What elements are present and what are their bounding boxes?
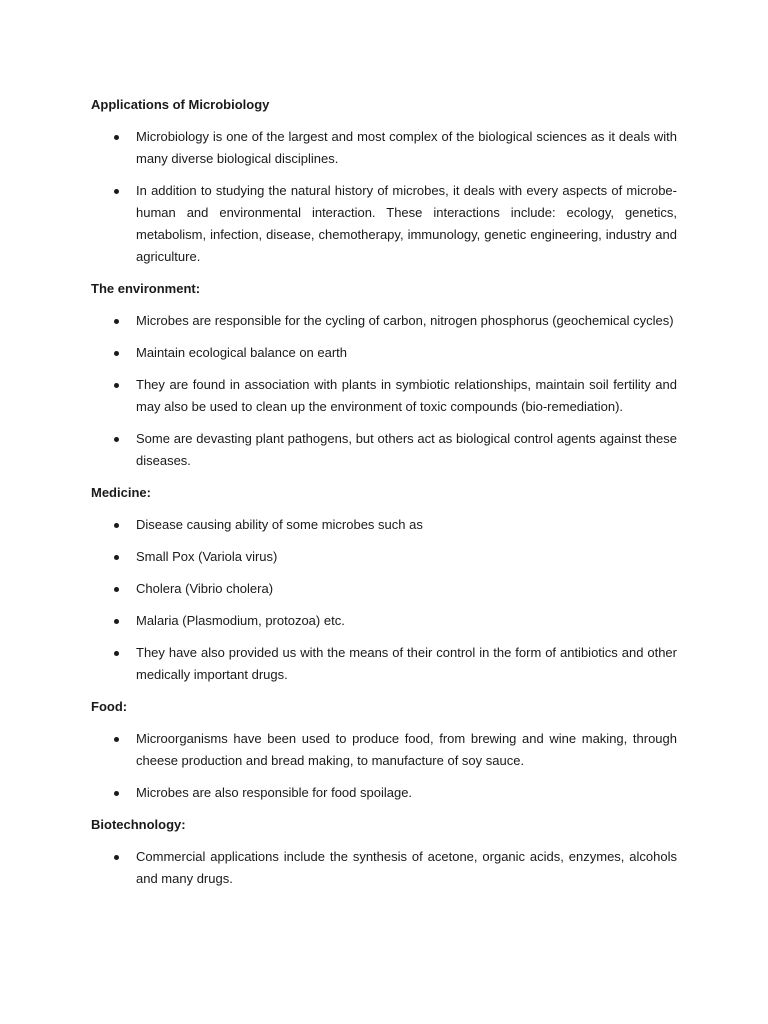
list-item bbox=[91, 310, 677, 332]
bullet-icon bbox=[114, 555, 119, 560]
list-item bbox=[91, 846, 677, 890]
bullet-icon bbox=[114, 651, 119, 656]
list-item-text: They have also provided us with the means of their control in the form of antibiotics and other medically important drugs. bbox=[136, 645, 677, 682]
list-item bbox=[91, 546, 677, 568]
list-item-text: Malaria (Plasmodium, protozoa) etc. bbox=[136, 613, 345, 628]
section-heading-biotechnology: Biotechnology: bbox=[91, 817, 186, 832]
bullet-icon bbox=[114, 791, 119, 796]
list-item bbox=[91, 342, 677, 364]
list-item bbox=[91, 728, 677, 772]
list-item bbox=[91, 126, 677, 170]
biotechnology-list bbox=[91, 846, 677, 890]
list-item-text: Maintain ecological balance on earth bbox=[136, 345, 348, 360]
list-item-text: Microbes are responsible for the cycling of carbon, nitrogen phosphorus (geochemical cycles) bbox=[136, 313, 674, 328]
list-item-text: Microbiology is one of the largest and most complex of the biological sciences as it deals with many diverse biological disciplines. bbox=[136, 129, 677, 166]
list-item-text: Cholera (Vibrio cholera) bbox=[136, 581, 274, 596]
section-heading-environment: The environment: bbox=[91, 281, 201, 296]
bullet-icon bbox=[114, 383, 119, 388]
list-item bbox=[91, 428, 677, 472]
bullet-icon bbox=[114, 189, 119, 194]
bullet-icon bbox=[114, 319, 119, 324]
list-item-text: Commercial applications include the synthesis of acetone, organic acids, enzymes, alcohols and many drugs. bbox=[136, 849, 677, 886]
bullet-icon bbox=[114, 737, 119, 742]
bullet-icon bbox=[114, 587, 119, 592]
intro-list bbox=[91, 126, 677, 268]
list-item bbox=[91, 782, 677, 804]
list-item bbox=[91, 578, 677, 600]
list-item-text: Microbes are also responsible for food spoilage. bbox=[136, 785, 413, 800]
list-item-text: Disease causing ability of some microbes such as bbox=[136, 517, 423, 532]
list-item-text: In addition to studying the natural history of microbes, it deals with every aspects of microbe-human and environmental interaction. These interactions include: ecology, genetics, metabolism, infection, disease, chemotherapy, immunology, genetic engineering, industry and agriculture. bbox=[136, 183, 677, 264]
bullet-icon bbox=[114, 351, 119, 356]
section-heading-medicine: Medicine: bbox=[91, 485, 151, 500]
list-item bbox=[91, 374, 677, 418]
section-heading-food: Food: bbox=[91, 699, 128, 714]
list-item bbox=[91, 514, 677, 536]
list-item-text: They are found in association with plants in symbiotic relationships, maintain soil fertility and may also be used to clean up the environment of toxic compounds (bio-remediation). bbox=[136, 377, 677, 414]
bullet-icon bbox=[114, 619, 119, 624]
list-item-text: Some are devasting plant pathogens, but others act as biological control agents against these diseases. bbox=[136, 431, 677, 468]
medicine-list bbox=[91, 514, 677, 686]
bullet-icon bbox=[114, 855, 119, 860]
list-item bbox=[91, 610, 677, 632]
list-item-text: Microorganisms have been used to produce food, from brewing and wine making, through cheese production and bread making, to manufacture of soy sauce. bbox=[136, 731, 677, 768]
list-item bbox=[91, 642, 677, 686]
food-list bbox=[91, 728, 677, 804]
document-title: Applications of Microbiology bbox=[91, 97, 270, 112]
bullet-icon bbox=[114, 437, 119, 442]
bullet-icon bbox=[114, 523, 119, 528]
list-item-text: Small Pox (Variola virus) bbox=[136, 549, 278, 564]
list-item bbox=[91, 180, 677, 268]
environment-list bbox=[91, 310, 677, 472]
bullet-icon bbox=[114, 135, 119, 140]
